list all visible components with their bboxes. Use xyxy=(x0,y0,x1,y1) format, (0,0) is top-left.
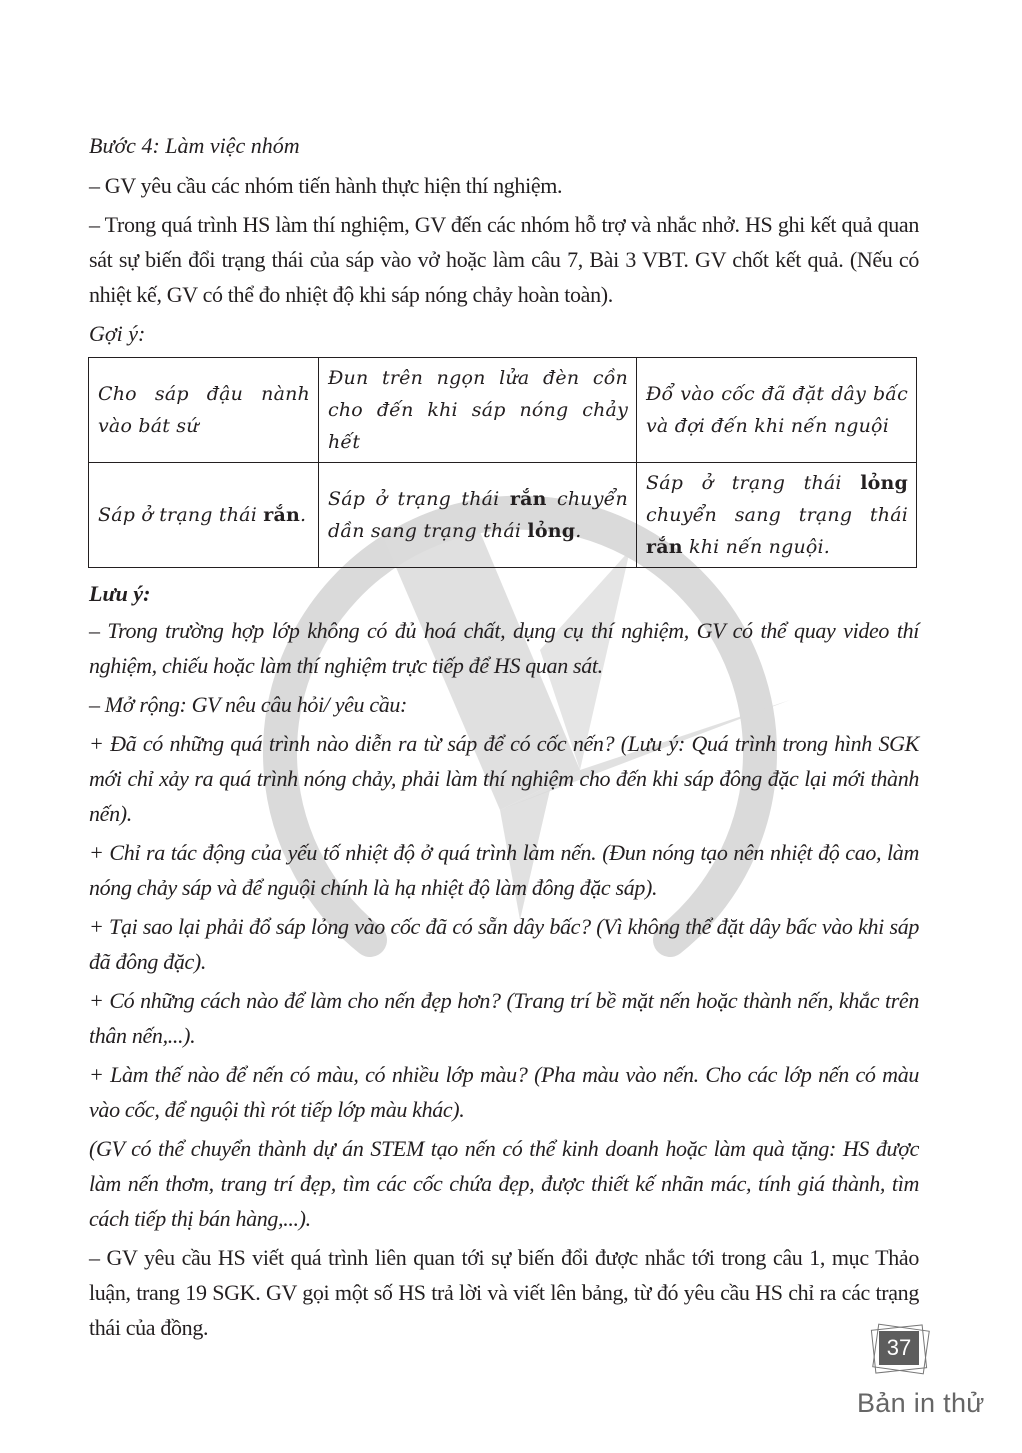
note-item: + Đã có những quá trình nào diễn ra từ sáp để có cốc nến? (Lưu ý: Quá trình trong hình SGK mới chỉ xảy ra quá trình nóng chảy, phải làm thí nghiệm cho đến khi sáp đông đặc lại mới thành nến). xyxy=(89,731,919,826)
page-number-badge xyxy=(870,1323,930,1378)
proof-label: Bản in thử xyxy=(857,1388,985,1418)
step-title: Bước 4: Làm việc nhóm xyxy=(89,133,300,158)
wax-state-table xyxy=(88,357,917,568)
cell-text: . xyxy=(299,504,307,526)
state-keyword: rắn xyxy=(646,536,683,558)
note-item: – Mở rộng: GV nêu câu hỏi/ yêu cầu: xyxy=(89,692,408,717)
step-line-1: – GV yêu cầu các nhóm tiến hành thực hiện thí nghiệm. xyxy=(89,173,563,198)
table-cell xyxy=(637,463,917,568)
cell-text: Sáp ở trạng thái xyxy=(646,472,861,494)
note-item: + Làm thế nào để nến có màu, có nhiều lớp màu? (Pha màu vào nến. Cho các lớp nến có màu vào cốc, để nguội thì rót tiếp lớp màu khác). xyxy=(89,1062,919,1122)
note-item: + Chỉ ra tác động của yếu tố nhiệt độ ở quá trình làm nến. (Đun nóng tạo nên nhiệt độ cao, làm nóng chảy sáp và để nguội chính là hạ nhiệt độ làm đông đặc sáp). xyxy=(89,840,919,900)
note-heading: Lưu ý: xyxy=(89,581,151,606)
cell-text: chuyển sang trạng thái xyxy=(646,504,908,526)
state-keyword: rắn xyxy=(263,504,300,526)
closing-paragraph: – GV yêu cầu HS viết quá trình liên quan tới sự biến đổi được nhắc tới trong câu 1, mục Thảo luận, trang 19 SGK. GV gọi một số HS trả lời và viết lên bảng, từ đó yêu cầu HS chỉ ra các trạng thái của đồng. xyxy=(89,1245,919,1340)
state-keyword: lỏng xyxy=(527,520,576,542)
page-content xyxy=(89,128,919,1349)
table-cell xyxy=(89,463,319,568)
table-row xyxy=(89,358,917,463)
table-row xyxy=(89,463,917,568)
table-cell: Cho sáp đậu nành vào bát sứ xyxy=(89,358,319,463)
hint-label: Gợi ý: xyxy=(89,321,146,346)
note-item: – Trong trường hợp lớp không có đủ hoá chất, dụng cụ thí nghiệm, GV có thể quay video thí nghiệm, chiếu hoặc làm thí nghiệm trực tiếp để HS quan sát. xyxy=(89,618,919,678)
note-item: + Tại sao lại phải đổ sáp lỏng vào cốc đã có sẵn dây bấc? (Vì không thể đặt dây bấc vào khi sáp đã đông đặc). xyxy=(89,914,919,974)
table-cell: Đun trên ngọn lửa đèn cồn cho đến khi sáp nóng chảy hết xyxy=(319,358,637,463)
note-item: (GV có thể chuyển thành dự án STEM tạo nến có thể kinh doanh hoặc làm quà tặng: HS được làm nến thơm, trang trí đẹp, tìm các cốc chứa đẹp, được thiết kế nhãn mác, tính giá thành, tìm cách tiếp thị bán hàng,...). xyxy=(89,1136,919,1231)
page-number: 37 xyxy=(879,1331,919,1365)
cell-text: khi nến nguội. xyxy=(682,536,831,558)
state-keyword: rắn xyxy=(509,488,547,510)
cell-text: chuyển dần sang trạng thái xyxy=(328,488,628,542)
cell-text: . xyxy=(575,520,582,542)
state-keyword: lỏng xyxy=(860,472,908,494)
table-cell: Đổ vào cốc đã đặt dây bấc và đợi đến khi nến nguội xyxy=(637,358,917,463)
note-item: + Có những cách nào để làm cho nến đẹp hơn? (Trang trí bề mặt nến hoặc thành nến, khắc trên thân nến,...). xyxy=(89,988,919,1048)
cell-text: Sáp ở trạng thái xyxy=(328,488,510,510)
step-line-2: – Trong quá trình HS làm thí nghiệm, GV đến các nhóm hỗ trợ và nhắc nhở. HS ghi kết quả quan sát sự biến đổi trạng thái của sáp vào vở hoặc làm câu 7, Bài 3 VBT. GV chốt kết quả. (Nếu có nhiệt kế, GV có thể đo nhiệt độ khi sáp nóng chảy hoàn toàn). xyxy=(89,212,919,307)
cell-text: Sáp ở trạng thái xyxy=(98,504,264,526)
table-cell xyxy=(319,463,637,568)
